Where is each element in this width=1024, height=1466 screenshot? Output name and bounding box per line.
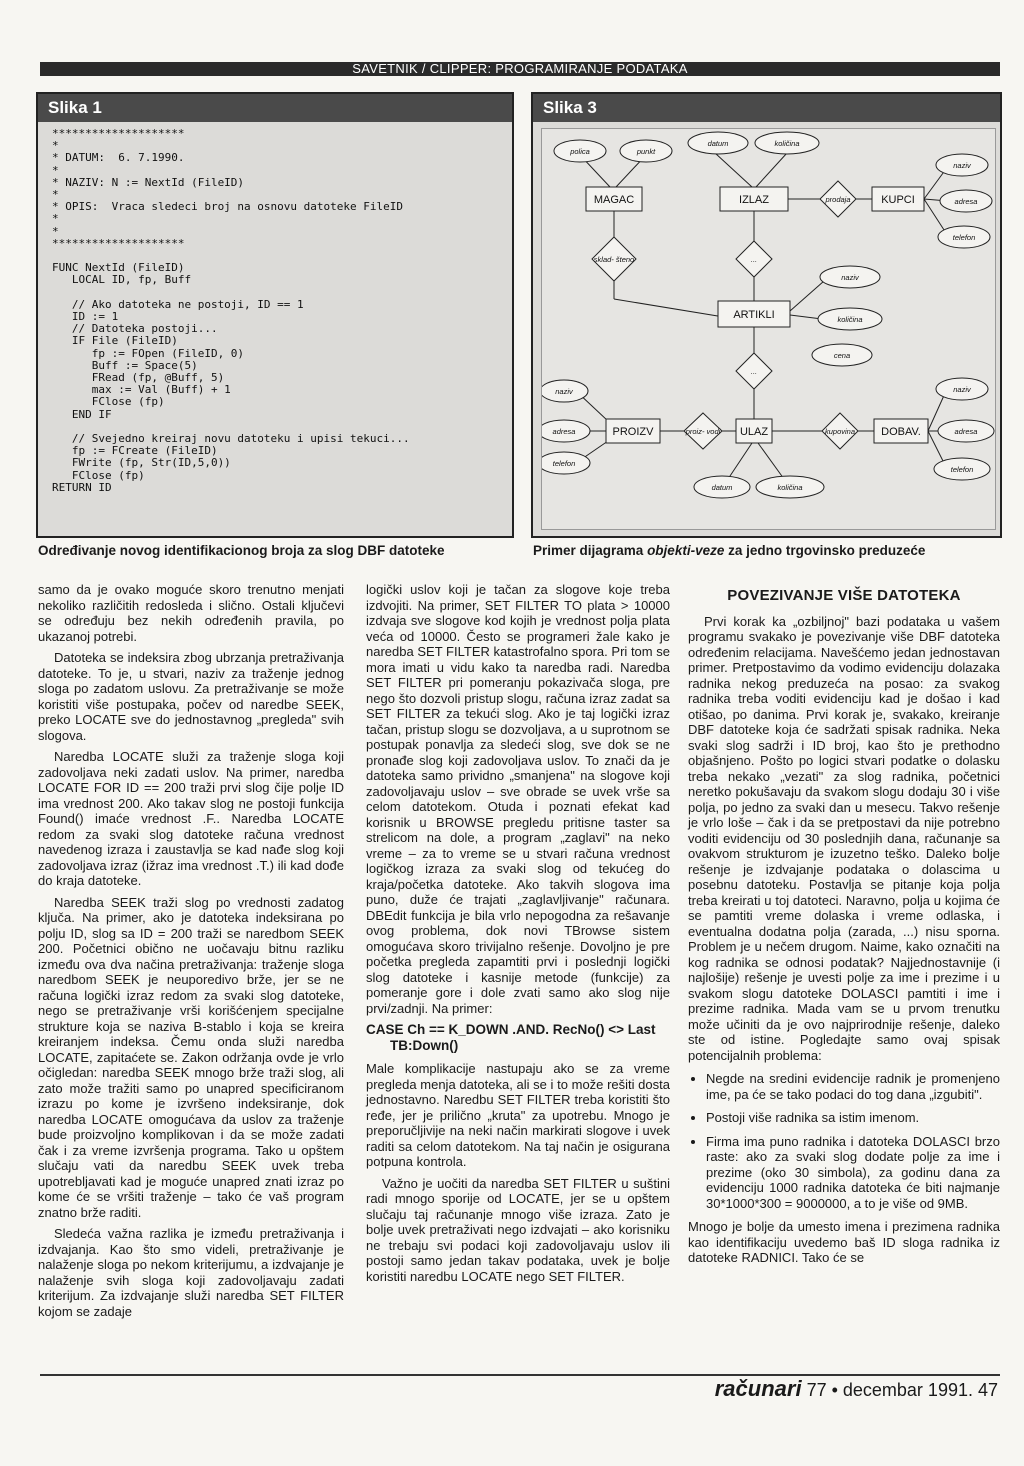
entity-ulaz: ULAZ — [739, 426, 769, 438]
attr-adresa-kupci: adresa — [954, 197, 978, 206]
caption-part-c: za jedno trgovinsko preduzeće — [724, 543, 926, 558]
attr-polica: polica — [570, 147, 590, 156]
paragraph: Važno je uočiti da naredba SET FILTER u suštini radi mnogo sporije od LOCATE, jer se u opštem slučaju taj računanje mnogo više izraza. Zato je bolje uvek pretraživati nego izdvajati – ako korisniku ne trebaju svi podaci koji zadovoljavaju uslov ili postoji samo jedan takav podataka, uvek je bolje koristiti naredbu LOCATE nego SET FILTER. — [366, 1175, 670, 1284]
code-listing: ******************** * * DATUM: 6. 7.1990. * * NAZIV: N := NextId (FileID) * * OPIS: Vraca sledeci broj na osnovu datoteke FileID * * ******************** FUNC NextId (FileID) LOCAL ID, fp, Buff // Ako datoteka ne postoji, ID == 1 ID := 1 // Datoteka postoji... IF File (FileID) fp := FOpen (FileID, 0) Buff := Space(5) FRead (fp, @Buff, 5) max := Val (Buff) + 1 FClose (fp) END IF // Svejedno kreiraj novu datoteku i upisi tekuci... fp := FCreate (FileID) FWrite (fp, Str(ID,5,0)) FClose (fp) RETURN ID — [52, 128, 410, 494]
figure-3 — [531, 92, 1002, 538]
paragraph: Mnogo je bolje da umesto imena i prezimena radnika kao identifikaciju uvedemo baš ID sloga radnika iz datoteke RADNICI. Tako će se — [688, 1219, 1000, 1265]
paragraph: Prvi korak ka „ozbiljnoj" bazi podataka u vašem programu svakako je povezivanje više DBF datoteka određenim relacijama. Navešćemo jedan jednostavan primer. Pretpostavimo da vodimo evidenciju dolazaka radnika nekog preduzeća na posao: za svakog radnika treba voditi evidenciju kad je došao i kad otišao, po danima. Prvi korak je, svakako, kreiranje DBF datoteke koja će sadržati spisak radnika. Neka svaki slog sadrži i ID broj, kao što je prethodno objašnjeno. Pošto po logici stvari podatke o dolasku treba nekako „vezati" za slog radnika, početnici neretko pokušavaju da svakom slogu dodaju 30 i više polja, po jedno za svaki dan u mesecu. Takvo rešenje je vrlo loše – čak i da se pretpostavi da nije potrebno voditi evidenciju od 30 poslednjih dana, računanje sa ovakvom strukturom je izuzetno teško. Daleko bolje rešenje je izdvajanje podataka o dolascima u posebnu datoteku. Postavlja se pitanje koja polja treba kreirati u toj datoteci. Naravno, polja u kojima će se pamtiti vreme dolaska i vreme odlaska, i eventualna dodatna polja (zarada, ...) nisu sporna. Problem je u nečem drugom. Naime, kako označiti na kog radnika se odnosi podatak? Najjednostavnije (i najlošije) rešenje je uvesti polje za ime i prezime i u svakom slogu datoteke DOLASCI pamtiti i ime i prezime radnika. Mada vam se u prvom trenutku može učiniti da je ovo najprirodnije rešenje, daleko ste od istine. Pogledajte samo ovaj spisak potencijalnih problema: — [688, 613, 1000, 1063]
attr-kolicina-artikli: količina — [837, 315, 863, 324]
entity-artikli: ARTIKLI — [733, 309, 775, 321]
relation-prodaja: prodaja — [825, 195, 851, 204]
attr-telefon-dobav: telefon — [950, 465, 974, 474]
figure-1 — [36, 92, 514, 538]
code-line-2: TB:Down() — [390, 1037, 459, 1053]
list-item: • Firma ima puno radnika i datoteka DOLASCI brzo raste: ako za svaki slog dodate polje za ime i prezime (oko 30 simbola), za godinu dana za evidenciju 1000 radnika datoteka će biti najmanje 30*1000*300 = 9000000, a to je više od 9MB. — [706, 1134, 1000, 1212]
column-1 — [38, 582, 344, 1325]
figure-1-caption: Određivanje novog identifikacionog broja za slog DBF datoteke — [38, 543, 445, 558]
paragraph: Male komplikacije nastupaju ako se za vreme pregleda menja datoteka, ali se i to može rešiti dosta jednostavno. Naredbu SET FILTER treba koristiti što ređe, jer je prilično „kruta" za upotrebu. Mnogo je preporučljivije na neki način markirati slogove i uvek raditi sa celom datotekom. Na taj način je osigurana potpuna kontrola. — [366, 1061, 670, 1169]
code-line-1: CASE Ch == K_DOWN .AND. RecNo() <> Last — [366, 1022, 656, 1037]
attr-naziv-artikli: naziv — [841, 273, 859, 282]
list-item: • Postoji više radnika sa istim imenom. — [706, 1110, 1000, 1126]
entity-dobav: DOBAV. — [881, 426, 921, 438]
relation-proizvodi: proiz- vodi — [685, 427, 721, 436]
caption-part-b: objekti-veze — [647, 543, 725, 558]
attr-kolicina-izlaz: količina — [774, 139, 800, 148]
entity-proizv: PROIZV — [612, 426, 654, 438]
attr-datum-ulaz: datum — [711, 483, 733, 492]
attr-naziv-dobav: naziv — [953, 385, 971, 394]
paragraph: Sledeća važna razlika je između pretraživanja i izdvajanja. Kao što smo videli, pretraživanje je nalaženje sloga po nekom kriterijumu, a izdvajanje je nalaženje svih sloga koji zadovoljavaju zadati kriterijum. Za izdvajanje služi naredba SET FILTER kojom se zadaje — [38, 1226, 344, 1319]
paragraph: Datoteka se indeksira zbog ubrzanja pretraživanja datoteke. To je, u stvari, naziv za traženje jednog sloga po zadatom uslovu. Za pretraživanje se može koristiti više postupaka, počev od naredbe SEEK, preko LOCATE sve do jednostavnog „pregleda" svih slogova. — [38, 650, 344, 743]
figure-3-caption — [533, 543, 925, 558]
attr-naziv-proizv: naziv — [555, 387, 573, 396]
relation-ulaz: ... — [750, 367, 758, 376]
entity-kupci: KUPCI — [881, 194, 915, 206]
entity-magac: MAGAC — [593, 194, 635, 206]
attr-punkt: punkt — [636, 147, 656, 156]
relation-izlaz: ... — [750, 255, 758, 264]
issue-info: 77 • decembar 1991. 47 — [801, 1380, 998, 1400]
paragraph: samo da je ovako moguće skoro trenutno menjati nekoliko različitih redosleda i slično. Ostali ključevi se određuju bez nekih određenih pravila, po ukazanoj potrebi. — [38, 582, 344, 644]
er-diagram-svg — [542, 129, 995, 529]
attr-adresa-proizv: adresa — [552, 427, 576, 436]
relation-kupovina: kupovina — [824, 427, 856, 436]
paragraph: Naredba SEEK traži slog po vrednosti zadatog ključa. Na primer, ako je datoteka indeksirana po polju ID, slog sa ID = 200 traži se naredbom SEEK 200. Početnici obično ne uočavaju bitnu razliku između ova dva načina pretraživanja: traženje sloga naredbom SEEK je neuporedivo brže, jer se ne računa logički izraz redom za svaki slog datoteke, nego se pretraživanje vrši korišćenjem specijalne strukture koja se naziva B-stablo i koja se kreira kreiranjem indeksa. Čemu onda služi naredba LOCATE, zapitaćete se. Zakon održanja ovde je vrlo očigledan: naredba SEEK mnogo brže traži slog, ali zato može tražiti samo po unapred specificiranom izrazu po kome je izvršeno indeksiranje, dok naredba LOCATE omogućava da uslov za traženje bude proizvoljno komplikovan i da se može zadati čak i za vreme izvršenja programa. Tako u opštem slučaju vati da naredbu SEEK uvek treba upotrebljavati kad je moguće unapred znati izraz po kome će se vršiti traženje – tako će vaš program znatno brže raditi. — [38, 894, 344, 1220]
page-footer — [715, 1376, 998, 1402]
problem-list — [688, 1071, 1000, 1211]
magazine-logo: računari — [714, 1376, 802, 1401]
code-example — [366, 1022, 670, 1053]
entity-izlaz: IZLAZ — [739, 194, 769, 206]
relation-skladisteno: sklad- šteno — [593, 255, 635, 264]
attr-naziv-kupci: naziv — [953, 161, 971, 170]
section-heading: POVEZIVANJE VIŠE DATOTEKA — [727, 587, 961, 604]
attr-adresa-dobav: adresa — [954, 427, 978, 436]
paragraph: logički uslov koji je tačan za slogove koje treba izdvojiti. Na primer, SET FILTER TO plata > 10000 izdvaja sve slogove kod kojih je vrednost polja plata veća od 10000. Često se programeri žale kako je naredba SET FILTER katastrofalno spora. Pri tom se mora imati u vidu kako ta naredba radi. Naredba SET FILTER pri pomeranju pokazivača sloga, pre nego što dozvoli pristup slogu, računa izraz zadat sa SET FILTER za tekući slog. Ako je taj logički izraz tačan, pristup slogu se dozvoljava, a u suprotnom se postupak ponavlja za sledeći slog, sve dok se ne pronađe slog koji zadovoljava uslov. To znači da je datoteka samo prividno „smanjena" na slogove koji zadovoljavaju uslov – sve obrade se uvek vrše sa celom datotekom. Otuda i poznati efekat kad korisnik u BROWSE pregledu pritisne taster sa strelicom na dole, a program „zaglavi" na neko vreme – za to vreme se u stvari računa vrednost logičkog izraza za svaki slog od tekućeg do kraja/početka datoteke. Ako takvih slogova ima puno, duže će trajati „zaglavljivanje" računara. DBEdit funkcija je bila vrlo nepogodna za rešavanje ovog problema, dok novi TBrowse sistem omogućava skoro trivijalno rešenje. Dovoljno je pre početka pregleda zapamtiti prvi i poslednji logički slog datoteke i kasnije metode (funkcije) za pomeranje gore i dole zvati samo ako slog nije prvi/zadnji. Na primer: — [366, 582, 670, 1016]
attr-telefon-kupci: telefon — [952, 233, 976, 242]
list-item: • Negde na sredini evidencije radnik je promenjeno ime, pa će se tako podaci do tog dana „izgubiti". — [706, 1071, 1000, 1102]
attr-datum-izlaz: datum — [707, 139, 729, 148]
attr-kolicina-ulaz: količina — [777, 483, 803, 492]
column-2 — [366, 582, 670, 1290]
paragraph: Naredba LOCATE služi za traženje sloga koji zadovoljava neki zadati uslov. Na primer, naredba LOCATE FOR ID == 200 traži prvi slog čije polje ID ima vrednost 200. Ako takav slog ne postoji funkcija Found() imaće vrednost .F.. Naredba LOCATE redom za svaki slog datoteke računa vrednost navedenog izraza i zaustavlja se kad nađe slog koji zadovoljava izraz (ižraz ima vrednost .T.) ili kad dođe do kraja datoteke. — [38, 749, 344, 888]
figure-1-title: Slika 1 — [38, 94, 512, 122]
section-header: SAVETNIK / CLIPPER: PROGRAMIRANJE PODATAKA — [40, 62, 1000, 76]
attr-cena: cena — [833, 351, 851, 360]
er-diagram — [541, 128, 996, 530]
caption-part-a: Primer dijagrama — [533, 543, 648, 558]
figure-3-title: Slika 3 — [533, 94, 1000, 122]
attr-telefon-proizv: telefon — [552, 459, 576, 468]
column-3 — [688, 582, 1000, 1272]
